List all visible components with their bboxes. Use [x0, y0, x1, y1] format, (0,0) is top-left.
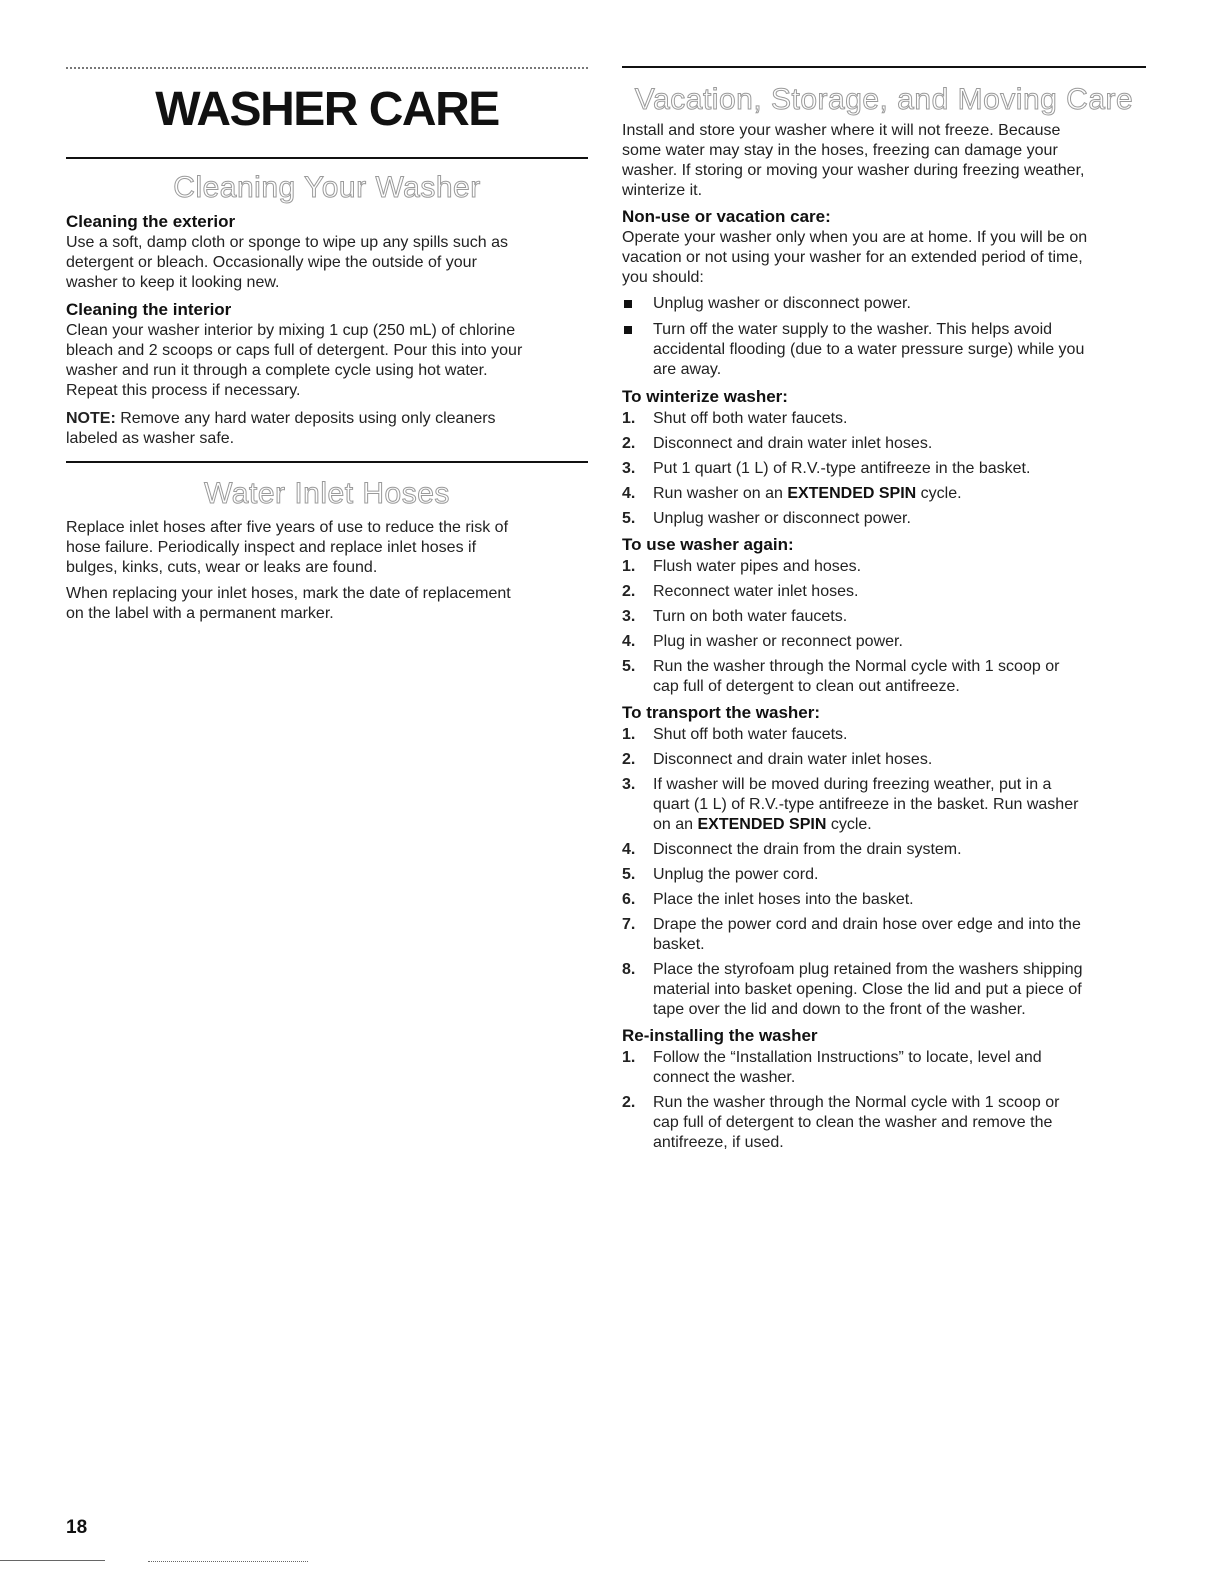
step-text: Follow the “Installation Instructions” to locate, level and: [653, 1049, 1042, 1066]
intro-line: Install and store your washer where it will not freeze. Because: [622, 122, 1061, 139]
step-text: Turn on both water faucets.: [653, 608, 848, 625]
bullet-item: [622, 320, 1146, 380]
step-number: 4.: [622, 841, 636, 858]
step-number: 2.: [622, 751, 636, 768]
step-item: [622, 865, 1146, 885]
step-item: [622, 632, 1146, 652]
step-item: [622, 657, 1146, 697]
exterior-line: Use a soft, damp cloth or sponge to wipe up any spills such as: [66, 234, 509, 251]
step-text: Shut off both water faucets.: [653, 410, 848, 427]
bullet-text: Turn off the water supply to the washer. This helps avoid: [653, 321, 1053, 338]
use-again-steps: [622, 557, 1146, 697]
step-number: 4.: [622, 633, 636, 650]
step-number: 1.: [622, 410, 636, 427]
step-text: Run washer on an: [653, 485, 788, 502]
page-number: 18: [66, 1517, 88, 1538]
subheading-nonuse: Non-use or vacation care:: [622, 207, 831, 226]
step-item: [622, 960, 1146, 1020]
step-item: [622, 915, 1146, 955]
step-text: Disconnect and drain water inlet hoses.: [653, 751, 933, 768]
step-keyword: EXTENDED SPIN: [697, 816, 827, 833]
step-text: Put 1 quart (1 L) of R.V.-type antifreeze in the basket.: [653, 460, 1031, 477]
subheading-reinstall: Re-installing the washer: [622, 1026, 818, 1045]
note-line: [66, 409, 588, 429]
exterior-line: washer to keep it looking new.: [66, 274, 280, 291]
step-number: 2.: [622, 583, 636, 600]
bullet-text: Unplug washer or disconnect power.: [653, 295, 911, 312]
step-number: 2.: [622, 1094, 636, 1111]
step-item: [622, 750, 1146, 770]
hoses-line: bulges, kinks, cuts, wear or leaks are found.: [66, 559, 378, 576]
step-text: cap full of detergent to clean the washer and remove the: [653, 1114, 1053, 1131]
step-item: [622, 607, 1146, 627]
subheading-exterior: Cleaning the exterior: [66, 212, 236, 231]
step-text: Run the washer through the Normal cycle with 1 scoop or: [653, 658, 1060, 675]
subheading-transport: To transport the washer:: [622, 703, 821, 722]
hoses-line: When replacing your inlet hoses, mark the date of replacement: [66, 585, 511, 602]
step-number: 2.: [622, 435, 636, 452]
step-text: basket.: [653, 936, 705, 953]
subheading-winterize: To winterize washer:: [622, 387, 788, 406]
hoses-line: Replace inlet hoses after five years of use to reduce the risk of: [66, 519, 509, 536]
step-text: tape over the lid and down to the front of the washer.: [653, 1001, 1026, 1018]
step-number: 5.: [622, 510, 636, 527]
intro-line: some water may stay in the hoses, freezing can damage your: [622, 142, 1058, 159]
step-text: on an: [653, 816, 698, 833]
page-title: WASHER CARE: [155, 83, 499, 136]
note-line: labeled as washer safe.: [66, 430, 235, 447]
step-text: cap full of detergent to clean out antifreeze.: [653, 678, 960, 695]
step-text: Unplug the power cord.: [653, 866, 819, 883]
step-number: 4.: [622, 485, 636, 502]
section-heading-cleaning: Cleaning Your Washer: [173, 171, 481, 204]
right-top-rule: [622, 66, 1146, 68]
vacation-section: [622, 121, 1146, 1153]
step-text: Disconnect the drain from the drain system.: [653, 841, 962, 858]
transport-steps: [622, 725, 1146, 1020]
interior-line: bleach and 2 scoops or caps full of detergent. Pour this into your: [66, 342, 523, 359]
section-heading-hoses: Water Inlet Hoses: [204, 477, 450, 510]
bullet-item: [622, 294, 1146, 314]
note-label: NOTE:: [66, 410, 116, 427]
step-item: [622, 582, 1146, 602]
step-item: [622, 434, 1146, 454]
section-heading-vacation: Vacation, Storage, and Moving Care: [634, 83, 1134, 116]
bullet-text: accidental flooding (due to a water pressure surge) while you: [653, 341, 1085, 358]
intro-line: winterize it.: [622, 182, 703, 199]
step-text: Plug in washer or reconnect power.: [653, 633, 903, 650]
step-number: 8.: [622, 961, 636, 978]
step-text: Drape the power cord and drain hose over edge and into the: [653, 916, 1081, 933]
step-text: Place the styrofoam plug retained from the washers shipping: [653, 961, 1083, 978]
step-item: [622, 557, 1146, 577]
step-item: [622, 484, 1146, 504]
exterior-line: detergent or bleach. Occasionally wipe the outside of your: [66, 254, 477, 271]
top-dotted-rule: [66, 67, 588, 69]
hoses-section: [66, 518, 588, 624]
cleaning-section: [66, 211, 588, 449]
intro-line: washer. If storing or moving your washer during freezing weather,: [622, 162, 1085, 179]
step-text: If washer will be moved during freezing weather, put in a: [653, 776, 1052, 793]
bottom-edge-mark: [0, 1560, 105, 1561]
interior-line: Repeat this process if necessary.: [66, 382, 301, 399]
step-text: cycle.: [916, 485, 962, 502]
step-text: Disconnect and drain water inlet hoses.: [653, 435, 933, 452]
step-text: cycle.: [826, 816, 872, 833]
step-number: 1.: [622, 1049, 636, 1066]
step-number: 3.: [622, 776, 636, 793]
step-number: 1.: [622, 558, 636, 575]
section-rule: [66, 461, 588, 463]
step-text: material into basket opening. Close the lid and put a piece of: [653, 981, 1082, 998]
step-number: 1.: [622, 726, 636, 743]
step-number: 5.: [622, 866, 636, 883]
step-item: [622, 409, 1146, 429]
step-item: [622, 725, 1146, 745]
step-item: [622, 459, 1146, 479]
step-text: Place the inlet hoses into the basket.: [653, 891, 914, 908]
note-text: Remove any hard water deposits using only cleaners: [115, 410, 496, 427]
step-text: Reconnect water inlet hoses.: [653, 583, 859, 600]
nonuse-bullets: [622, 294, 1146, 380]
step-number: 6.: [622, 891, 636, 908]
nonuse-line: you should:: [622, 269, 704, 286]
subheading-use-again: To use washer again:: [622, 535, 794, 554]
step-text: Unplug washer or disconnect power.: [653, 510, 911, 527]
winterize-steps: [622, 409, 1146, 529]
step-text: connect the washer.: [653, 1069, 796, 1086]
interior-line: washer and run it through a complete cycle using hot water.: [66, 362, 488, 379]
step-item: [622, 1048, 1146, 1088]
hoses-line: hose failure. Periodically inspect and replace inlet hoses if: [66, 539, 477, 556]
step-text: Shut off both water faucets.: [653, 726, 848, 743]
step-text: Run the washer through the Normal cycle with 1 scoop or: [653, 1094, 1060, 1111]
step-text: quart (1 L) of R.V.-type antifreeze in the basket. Run washer: [653, 796, 1079, 813]
step-number: 5.: [622, 658, 636, 675]
reinstall-steps: [622, 1048, 1146, 1153]
step-text: Flush water pipes and hoses.: [653, 558, 862, 575]
step-item: [622, 509, 1146, 529]
step-item: [622, 775, 1146, 835]
nonuse-line: vacation or not using your washer for an extended period of time,: [622, 249, 1083, 266]
step-text: [653, 815, 1146, 835]
step-item: [622, 840, 1146, 860]
step-number: 3.: [622, 608, 636, 625]
step-keyword: EXTENDED SPIN: [787, 485, 917, 502]
step-item: [622, 1093, 1146, 1153]
step-number: 3.: [622, 460, 636, 477]
nonuse-line: Operate your washer only when you are at home. If you will be on: [622, 229, 1088, 246]
section-rule: [66, 157, 588, 159]
step-text: antifreeze, if used.: [653, 1134, 784, 1151]
step-number: 7.: [622, 916, 636, 933]
subheading-interior: Cleaning the interior: [66, 300, 232, 319]
bottom-edge-mark: [148, 1561, 308, 1562]
step-item: [622, 890, 1146, 910]
hoses-line: on the label with a permanent marker.: [66, 605, 334, 622]
bullet-text: are away.: [653, 361, 722, 378]
interior-line: Clean your washer interior by mixing 1 cup (250 mL) of chlorine: [66, 322, 516, 339]
